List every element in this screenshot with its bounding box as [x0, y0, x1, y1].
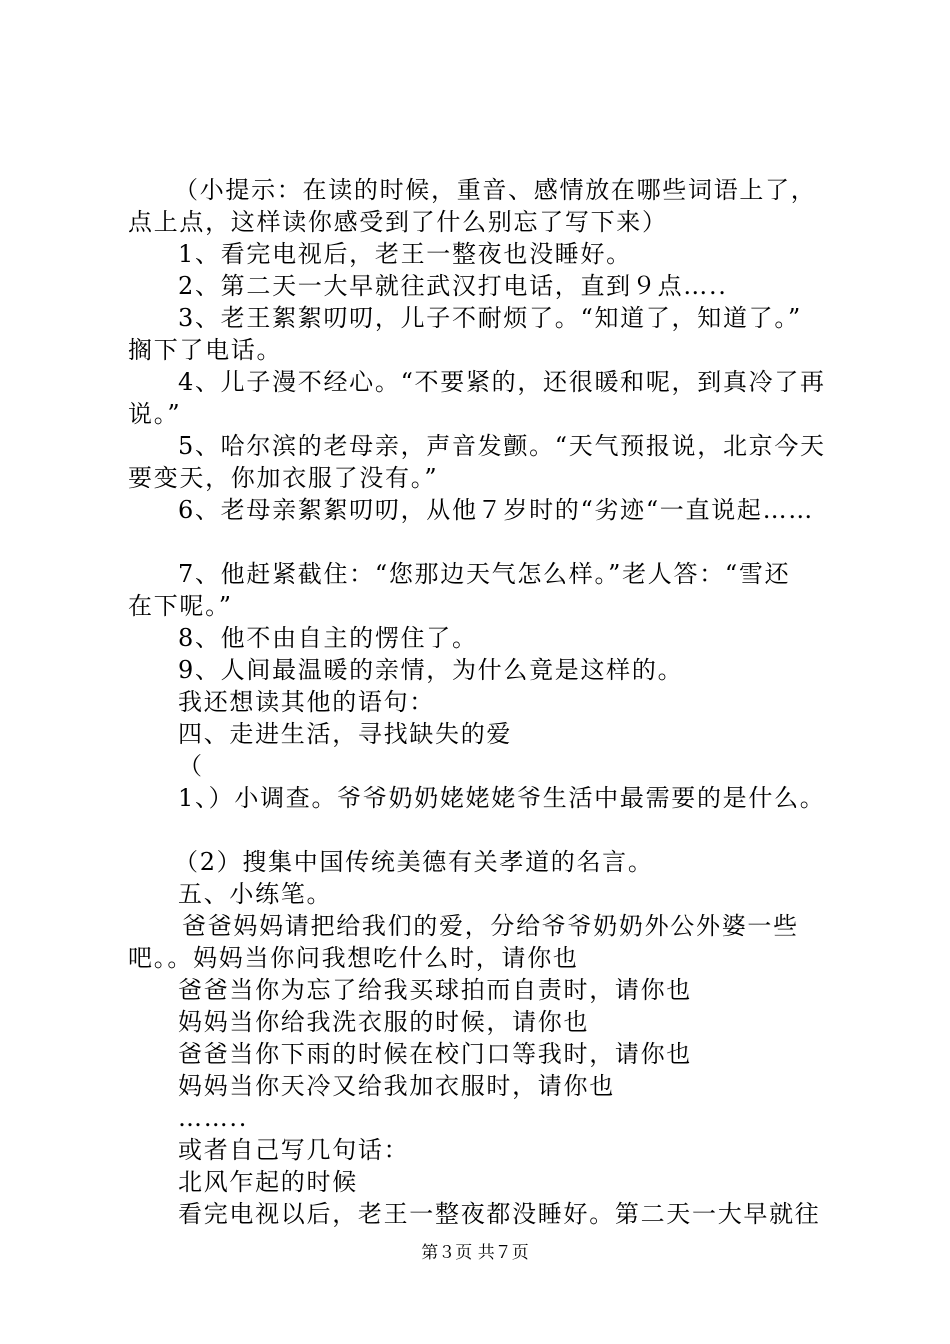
blank-line [128, 526, 838, 558]
text-line: 搁下了电话。 [128, 336, 283, 364]
text-line: …….. [178, 1104, 249, 1132]
text-line: 爸爸妈妈请把给我们的爱，分给爷爷奶奶外公外婆一些 [182, 912, 799, 940]
text-line: 7、他赶紧截住：“您那边天气怎么样。”老人答：“雪还 [178, 560, 791, 588]
text-line: 1、看完电视后，老王一整夜也没睡好。 [178, 240, 632, 268]
text-line: （ [178, 752, 204, 780]
text-line: 点上点，这样读你感受到了什么别忘了写下来） [128, 208, 668, 236]
text-line: 看完电视以后，老王一整夜都没睡好。第二天一大早就往 [178, 1200, 821, 1228]
body-text [128, 174, 838, 1230]
text-line: 妈妈当你给我洗衣服的时候，请你也 [178, 1008, 590, 1036]
text-line: 爸爸当你下雨的时候在校门口等我时，请你也 [178, 1040, 692, 1068]
section-heading: 四、走进生活，寻找缺失的爱 [178, 720, 513, 748]
text-line: 妈妈当你天冷又给我加衣服时，请你也 [178, 1072, 615, 1100]
text-line: 我还想读其他的语句： [178, 688, 435, 716]
text-line: 说。” [128, 400, 182, 428]
text-line: 吧。。妈妈当你问我想吃什么时，请你也 [128, 944, 579, 972]
text-line: 爸爸当你为忘了给我买球拍而自责时，请你也 [178, 976, 692, 1004]
text-line: （2）搜集中国传统美德有关孝道的名言。 [174, 848, 654, 876]
text-line: （小提示：在读的时候，重音、感情放在哪些词语上了， [174, 176, 817, 204]
text-line: 1、）小调查。爷爷奶奶姥姥姥爷生活中最需要的是什么。 [178, 784, 826, 812]
text-line: 4、儿子漫不经心。“不要紧的，还很暖和呢，到真冷了再 [178, 368, 826, 396]
blank-line [128, 814, 838, 846]
text-line: 6、老母亲絮絮叨叨，从他７岁时的“劣迹“一直说起…… [178, 496, 815, 524]
text-line: 要变天，你加衣服了没有。” [128, 464, 439, 492]
text-line: 9、人间最温暖的亲情，为什么竟是这样的。 [178, 656, 684, 684]
section-heading: 五、小练笔。 [178, 880, 333, 908]
text-line: 3、老王絮絮叨叨，儿子不耐烦了。“知道了，知道了。” [178, 304, 803, 332]
text-line: 或者自己写几句话： [178, 1136, 410, 1164]
text-line: 8、他不由自主的愣住了。 [178, 624, 478, 652]
page-footer: 第３页 共７页 [421, 1243, 529, 1263]
text-line: 5、哈尔滨的老母亲，声音发颤。“天气预报说，北京今天 [178, 432, 826, 460]
text-line: 在下呢。” [128, 592, 233, 620]
text-line: 北风乍起的时候 [178, 1168, 358, 1196]
text-line: 2、第二天一大早就往武汉打电话，直到９点….. [178, 272, 728, 300]
